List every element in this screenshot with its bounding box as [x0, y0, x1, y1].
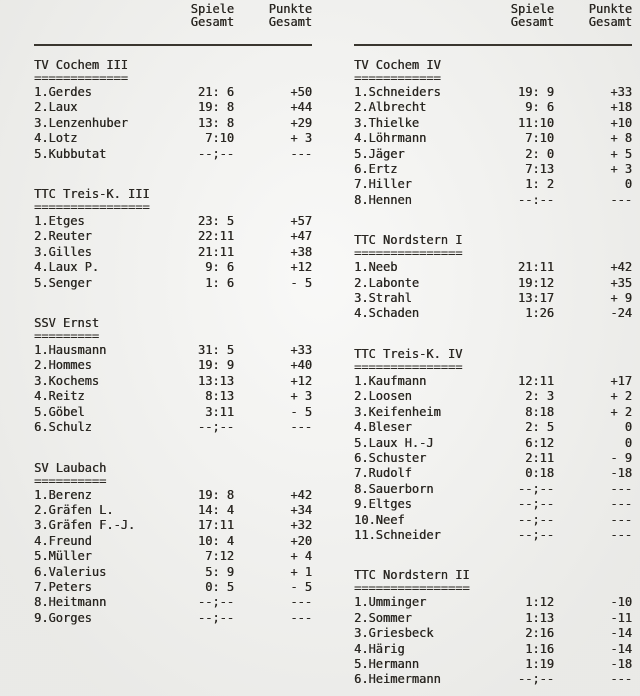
team-section [34, 316, 312, 435]
player-name: 3.Thielke [354, 115, 420, 130]
team-name: SSV Ernst [34, 316, 100, 331]
player-row [354, 451, 632, 466]
player-row [354, 162, 632, 177]
gesamt-header: Gesamt [588, 15, 632, 29]
player-row [354, 420, 632, 435]
player-name: 2.Hommes [34, 358, 92, 373]
player-row [34, 100, 312, 115]
player-name: 10.Neef [354, 512, 405, 527]
header-rule [34, 44, 312, 46]
player-name: 3.Gilles [34, 244, 92, 259]
player-name: 6.Schulz [34, 420, 92, 435]
player-points-total: -11 [610, 610, 632, 625]
player-points-total: +42 [610, 260, 632, 275]
player-points-total: 0 [624, 177, 632, 192]
team-section [354, 58, 632, 208]
player-points-total: -10 [610, 595, 632, 610]
player-points-total: --- [290, 610, 312, 625]
player-row [354, 374, 632, 389]
player-name: 3.Gräfen F.-J. [34, 518, 136, 533]
player-games-total: 9: 6 [205, 260, 234, 275]
team-underline: =============== [354, 359, 463, 374]
team-underline: ================ [34, 200, 150, 215]
player-name: 1.Kaufmann [354, 373, 427, 388]
player-name: 5.Jäger [354, 146, 405, 161]
team-underline: ================ [354, 581, 470, 596]
player-games-total: 1: 6 [205, 275, 234, 290]
team-name: TTC Nordstern II [354, 568, 470, 583]
player-points-total: +38 [290, 244, 312, 259]
player-name: 4.Bleser [354, 420, 412, 435]
player-name: 5.Göbel [34, 404, 85, 419]
player-row [354, 513, 632, 528]
player-points-total: + 3 [290, 389, 312, 404]
player-points-total: - 5 [290, 404, 312, 419]
player-name: 2.Laux [34, 100, 78, 115]
player-row [354, 436, 632, 451]
player-points-total: +12 [290, 260, 312, 275]
player-row [34, 116, 312, 131]
player-games-total: 22:11 [197, 229, 234, 244]
player-row [34, 534, 312, 549]
player-points-total: - 5 [290, 275, 312, 290]
player-name: 1.Hausmann [34, 343, 107, 358]
player-row [34, 276, 312, 291]
header-spacer [34, 16, 178, 29]
player-row [354, 147, 632, 162]
player-points-total: --- [290, 420, 312, 435]
player-points-total: +34 [290, 502, 312, 517]
player-points-total: - 9 [610, 450, 632, 465]
player-name: 5.Senger [34, 275, 92, 290]
player-games-total: 11:10 [517, 115, 554, 130]
player-name: 6.Schuster [354, 450, 427, 465]
player-name: 4.Schaden [354, 306, 420, 321]
player-name: 5.Kubbutat [34, 146, 107, 161]
player-games-total: 14: 4 [197, 502, 234, 517]
player-points-total: +12 [290, 373, 312, 388]
player-points-total: -14 [610, 626, 632, 641]
team-underline: ============ [354, 71, 441, 85]
player-games-total: 2:16 [525, 626, 554, 641]
player-name: 8.Sauerborn [354, 481, 434, 496]
team-name: TTC Treis-K. IV [354, 346, 463, 361]
player-name: 2.Reuter [34, 229, 92, 244]
teams-container [354, 58, 632, 688]
player-name: 8.Hennen [354, 192, 412, 207]
player-points-total: +50 [290, 85, 312, 99]
player-name: 5.Müller [34, 549, 92, 564]
player-games-total: 19: 8 [197, 100, 234, 115]
player-row [34, 488, 312, 503]
punkte-header: Punkte [588, 2, 632, 16]
player-games-total: 10: 4 [197, 533, 234, 548]
gesamt-header: Gesamt [268, 15, 312, 29]
player-games-total: 2: 0 [525, 146, 554, 161]
player-games-total: 1:13 [525, 610, 554, 625]
left-column [34, 3, 312, 696]
player-name: 3.Keifenheim [354, 404, 441, 419]
player-points-total: + 5 [610, 146, 632, 161]
player-name: 3.Kochems [34, 373, 100, 388]
player-games-total: 19: 9 [517, 85, 554, 99]
player-row [354, 595, 632, 610]
gesamt-header: Gesamt [190, 15, 234, 29]
player-games-total: 7:12 [205, 549, 234, 564]
player-name: 4.Laux P. [34, 260, 100, 275]
player-row [34, 420, 312, 435]
player-games-total: 1:26 [525, 306, 554, 321]
team-section [34, 461, 312, 627]
player-name: 9.Gorges [34, 610, 92, 625]
player-name: 5.Laux H.-J [354, 435, 434, 450]
player-points-total: -24 [610, 306, 632, 321]
player-games-total: 8:18 [525, 404, 554, 419]
player-points-total: + 3 [610, 162, 632, 177]
player-games-total: 19: 8 [197, 487, 234, 502]
player-points-total: +40 [290, 358, 312, 373]
team-section [34, 187, 312, 291]
player-games-total: 3:11 [205, 404, 234, 419]
player-row [34, 147, 312, 162]
team-name: TV Cochem III [34, 58, 128, 72]
player-games-total: 8:13 [205, 389, 234, 404]
player-points-total: --- [290, 595, 312, 610]
player-name: 4.Lotz [34, 131, 78, 146]
player-games-total: 1:16 [525, 641, 554, 656]
player-points-total: + 8 [610, 131, 632, 146]
player-games-total: 31: 5 [197, 343, 234, 358]
player-games-total: --;-- [517, 497, 554, 512]
player-points-total: +42 [290, 487, 312, 502]
player-row [354, 291, 632, 306]
player-row [354, 405, 632, 420]
player-games-total: 13:17 [517, 291, 554, 306]
team-section [354, 568, 632, 687]
team-section [34, 58, 312, 162]
player-games-total: --;-- [197, 420, 234, 435]
column-header-line2 [34, 16, 312, 29]
player-row [354, 642, 632, 657]
player-points-total: +44 [290, 100, 312, 115]
player-row [34, 595, 312, 610]
player-games-total: 0:18 [525, 466, 554, 481]
player-points-total: -18 [610, 656, 632, 671]
player-points-total: --- [610, 512, 632, 527]
player-name: 9.Eltges [354, 497, 412, 512]
player-points-total: --- [610, 481, 632, 496]
player-games-total: 2: 5 [525, 420, 554, 435]
player-row [34, 389, 312, 404]
team-underline: ============= [34, 71, 128, 85]
player-row [354, 626, 632, 641]
player-row [34, 214, 312, 229]
player-row [354, 306, 632, 321]
player-points-total: +29 [290, 115, 312, 130]
player-games-total: --;-- [517, 527, 554, 542]
team-underline: ========== [34, 473, 107, 488]
player-games-total: 17:11 [197, 518, 234, 533]
player-points-total: --- [610, 192, 632, 207]
player-row [354, 657, 632, 672]
player-points-total: +35 [610, 275, 632, 290]
player-name: 5.Hermann [354, 656, 420, 671]
player-row [34, 374, 312, 389]
player-points-total: + 3 [290, 131, 312, 146]
column-header-line2 [354, 16, 632, 29]
player-games-total: 21:11 [517, 260, 554, 275]
player-name: 7.Rudolf [354, 466, 412, 481]
team-name: TTC Treis-K. III [34, 187, 150, 202]
player-row [34, 343, 312, 358]
player-games-total: --:-- [517, 192, 554, 207]
player-games-total: 12:11 [517, 373, 554, 388]
player-name: 1.Etges [34, 214, 85, 229]
player-row [354, 528, 632, 543]
player-row [34, 580, 312, 595]
player-points-total: +20 [290, 533, 312, 548]
player-name: 8.Heitmann [34, 595, 107, 610]
player-points-total: --- [610, 672, 632, 687]
player-games-total: --;-- [517, 672, 554, 687]
player-name: 2.Gräfen L. [34, 502, 114, 517]
player-name: 4.Reitz [34, 389, 85, 404]
player-name: 6.Heimermann [354, 672, 441, 687]
player-points-total: +57 [290, 214, 312, 229]
player-name: 7.Hiller [354, 177, 412, 192]
spiele-header: Spiele [510, 2, 554, 16]
punkte-header: Punkte [268, 2, 312, 16]
player-games-total: 5: 9 [205, 564, 234, 579]
player-row [34, 229, 312, 244]
player-row [354, 672, 632, 687]
player-name: 2.Sommer [354, 610, 412, 625]
team-underline: =============== [354, 246, 463, 261]
player-points-total: +18 [610, 100, 632, 115]
player-row [354, 466, 632, 481]
player-games-total: --;-- [517, 512, 554, 527]
player-row [354, 389, 632, 404]
player-points-total: + 2 [610, 404, 632, 419]
player-row [34, 549, 312, 564]
teams-container [34, 58, 312, 626]
player-games-total: 6:12 [525, 435, 554, 450]
player-name: 4.Härig [354, 641, 405, 656]
player-row [354, 482, 632, 497]
right-column [354, 3, 632, 696]
team-underline: ========= [34, 329, 100, 344]
player-points-total: +47 [290, 229, 312, 244]
player-points-total: +33 [290, 343, 312, 358]
player-games-total: 21: 6 [197, 85, 234, 99]
player-games-total: --;-- [517, 481, 554, 496]
player-games-total: --;-- [197, 610, 234, 625]
player-name: 2.Loosen [354, 389, 412, 404]
player-row [354, 177, 632, 192]
player-row [34, 131, 312, 146]
player-games-total: 7:13 [525, 162, 554, 177]
player-name: 11.Schneider [354, 527, 441, 542]
player-games-total: 13:13 [197, 373, 234, 388]
player-row [34, 245, 312, 260]
player-points-total: +17 [610, 373, 632, 388]
player-row [354, 276, 632, 291]
player-row [34, 611, 312, 626]
player-points-total: +33 [610, 85, 632, 99]
player-name: 1.Berenz [34, 487, 92, 502]
player-games-total: 9: 6 [525, 100, 554, 115]
player-games-total: 0: 5 [205, 579, 234, 594]
player-games-total: 7:10 [525, 131, 554, 146]
player-row [354, 611, 632, 626]
player-name: 6.Ertz [354, 162, 398, 177]
spiele-header: Spiele [190, 2, 234, 16]
player-name: 3.Lenzenhuber [34, 115, 128, 130]
player-row [34, 405, 312, 420]
player-games-total: 21:11 [197, 244, 234, 259]
player-name: 6.Valerius [34, 564, 107, 579]
player-row [354, 131, 632, 146]
player-points-total: --- [290, 146, 312, 161]
player-name: 2.Albrecht [354, 100, 427, 115]
player-name: 1.Schneiders [354, 85, 441, 99]
player-row [34, 358, 312, 373]
header-spacer [354, 16, 498, 29]
player-games-total: 2:11 [525, 450, 554, 465]
player-row [34, 260, 312, 275]
player-points-total: 0 [624, 420, 632, 435]
player-points-total: 0 [624, 435, 632, 450]
player-games-total: --;-- [197, 595, 234, 610]
player-row [34, 85, 312, 100]
player-points-total: -18 [610, 466, 632, 481]
player-games-total: --;-- [197, 146, 234, 161]
team-name: TTC Nordstern I [354, 233, 463, 248]
header-spacer [354, 3, 498, 16]
player-name: 1.Umminger [354, 595, 427, 610]
player-row [34, 503, 312, 518]
player-name: 2.Labonte [354, 275, 420, 290]
team-name: TV Cochem IV [354, 58, 441, 72]
player-name: 3.Strahl [354, 291, 412, 306]
team-section [354, 233, 632, 322]
player-games-total: 1:12 [525, 595, 554, 610]
player-games-total: 23: 5 [197, 214, 234, 229]
player-points-total: + 9 [610, 291, 632, 306]
team-name: SV Laubach [34, 460, 107, 475]
header-rule [354, 44, 632, 46]
player-points-total: --- [610, 527, 632, 542]
team-section [354, 347, 632, 543]
player-row [34, 565, 312, 580]
player-points-total: +10 [610, 115, 632, 130]
player-points-total: + 1 [290, 564, 312, 579]
player-name: 1.Neeb [354, 260, 398, 275]
player-name: 7.Peters [34, 579, 92, 594]
player-games-total: 13: 8 [197, 115, 234, 130]
player-name: 4.Löhrmann [354, 131, 427, 146]
player-points-total: - 5 [290, 579, 312, 594]
gesamt-header: Gesamt [510, 15, 554, 29]
player-games-total: 1: 2 [525, 177, 554, 192]
player-points-total: --- [610, 497, 632, 512]
player-games-total: 19: 9 [197, 358, 234, 373]
player-games-total: 7:10 [205, 131, 234, 146]
player-points-total: -14 [610, 641, 632, 656]
header-spacer [34, 3, 178, 16]
player-row [354, 193, 632, 208]
player-games-total: 19:12 [517, 275, 554, 290]
player-row [354, 116, 632, 131]
player-name: 3.Griesbeck [354, 626, 434, 641]
player-row [354, 260, 632, 275]
player-games-total: 1:19 [525, 656, 554, 671]
player-row [354, 100, 632, 115]
player-games-total: 2: 3 [525, 389, 554, 404]
player-row [354, 85, 632, 100]
player-row [34, 518, 312, 533]
player-points-total: + 4 [290, 549, 312, 564]
player-name: 4.Freund [34, 533, 92, 548]
player-name: 1.Gerdes [34, 85, 92, 99]
player-points-total: + 2 [610, 389, 632, 404]
player-row [354, 497, 632, 512]
player-points-total: +32 [290, 518, 312, 533]
